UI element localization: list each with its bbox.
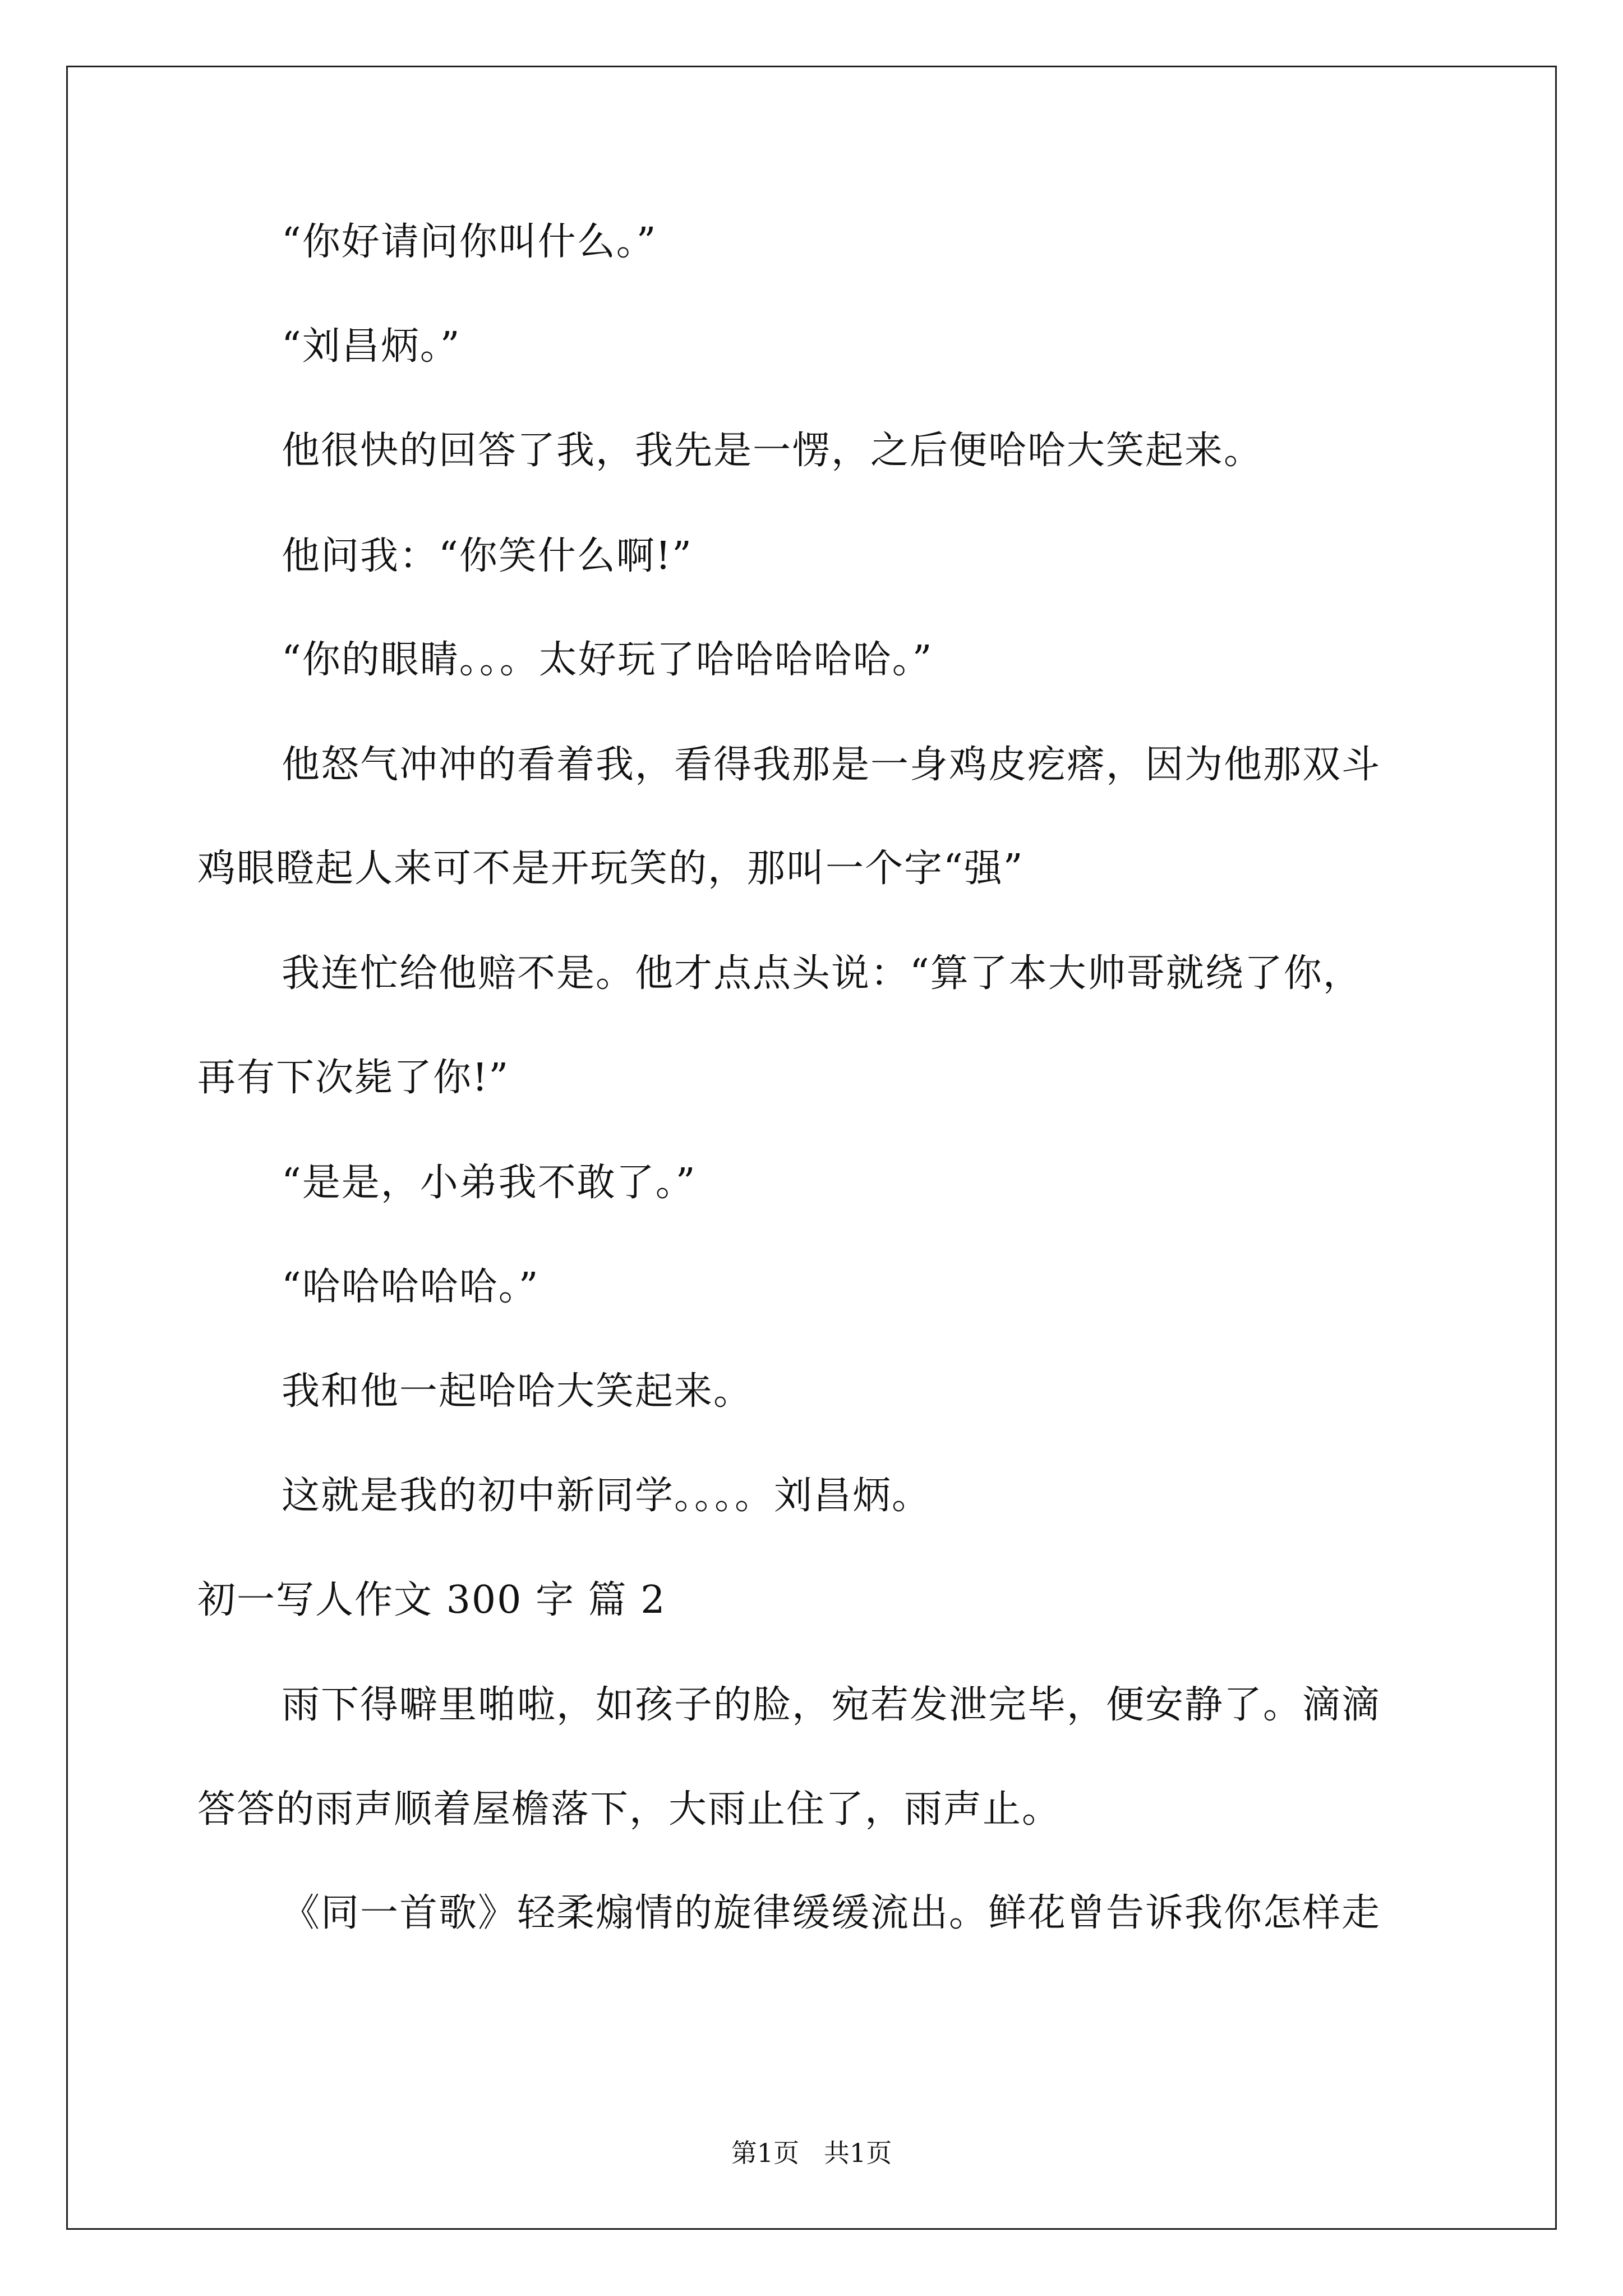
page-number: 第1页 (731, 2138, 799, 2168)
paragraph-line: “哈哈哈哈哈。” (282, 1265, 540, 1309)
paragraph-line: 他怒气冲冲的看着我，看得我那是一身鸡皮疙瘩，因为他那双斗 (282, 743, 1381, 787)
paragraph-line: 答答的雨声顺着屋檐落下，大雨止住了，雨声止。 (197, 1787, 1062, 1832)
section-heading: 初一写人作文 300 字 篇 2 (197, 1578, 666, 1622)
paragraph-line: 我连忙给他赔不是。他才点点头说：“算了本大帅哥就绕了你， (282, 951, 1362, 996)
paragraph-line: “是是，小弟我不敢了。” (282, 1161, 697, 1205)
page-footer (0, 2137, 1623, 2169)
paragraph-line: 我和他一起哈哈大笑起来。 (282, 1369, 753, 1414)
paragraph-line: 他问我：“你笑什么啊!” (282, 534, 693, 578)
paragraph-line: 鸡眼瞪起人来可不是开玩笑的，那叫一个字“强” (197, 846, 1024, 891)
paragraph-line: 《同一首歌》轻柔煽情的旋律缓缓流出。鲜花曾告诉我你怎样走 (282, 1891, 1381, 1935)
paragraph-line: “你好请问你叫什么。” (282, 220, 657, 264)
paragraph-line: 这就是我的初中新同学。。。。刘昌炳。 (282, 1474, 932, 1518)
paragraph-line: “你的眼睛。。。太好玩了哈哈哈哈哈。” (282, 638, 933, 682)
paragraph-line: 再有下次毙了你!” (197, 1056, 510, 1100)
paragraph-line: 他很快的回答了我，我先是一愣，之后便哈哈大笑起来。 (282, 429, 1264, 473)
page-total: 共1页 (824, 2138, 892, 2168)
paragraph-line: “刘昌炳。” (282, 324, 461, 369)
paragraph-line: 雨下得噼里啪啦，如孩子的脸，宛若发泄完毕，便安静了。滴滴 (282, 1683, 1381, 1727)
